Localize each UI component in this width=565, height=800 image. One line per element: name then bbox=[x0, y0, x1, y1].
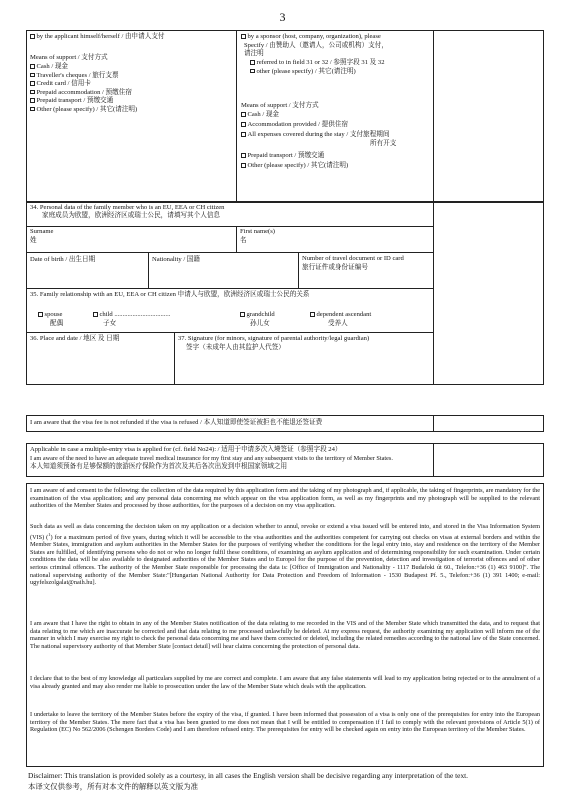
applicant-means-option[interactable]: Credit card / 信用卡 bbox=[30, 80, 91, 88]
checkbox-icon[interactable] bbox=[30, 107, 35, 112]
field-35-title: 35. Family relationship with an EU, EEA or CH citizen 申请人与欧盟，欧洲经济区或瑞士公民的关系 bbox=[30, 291, 310, 298]
consent-paragraph: I undertake to leave the territory of the Member States before the expiry of the visa, if granted. I have been informed that possession of a visa is only one of the prerequisites for entry into the European territory of the Member States. The mere fact that a visa has been granted to me does not mean that I will be entitled to compensation if I fail to comply with the relevant provisions of Article 5(1) of Regulation (EC) No 562/2006 (Schengen Borders Code) and I am therefore refused entry. The prerequisites for entry will be checked again on entry into the European territory of the Member States. bbox=[30, 711, 540, 734]
applicant-means-option[interactable]: Prepaid accommodation / 预缴住宿 bbox=[30, 89, 132, 97]
sponsor-cost-option[interactable]: by a sponsor (host, company, organization), please bbox=[241, 33, 381, 41]
multi-entry-line: I am aware of the need to have an adequate travel medical insurance for my first stay and any subsequent visits to the territory of Member States. bbox=[30, 454, 393, 462]
relationship-ascendant-zh: 受养人 bbox=[328, 320, 348, 327]
surname-label-zh: 姓 bbox=[30, 236, 37, 244]
relationship-child[interactable]: child .................................. bbox=[93, 311, 170, 319]
disclaimer bbox=[28, 771, 538, 792]
relationship-spouse-zh: 配偶 bbox=[50, 320, 64, 327]
consent-paragraph: I declare that to the best of my knowledge all particulars supplied by me are correct and complete. I am aware that any false statements will lead to my application being rejected or to the annulment of a visa already granted and may also render me liable to prosecution under the law of the Member State which deals with the application. bbox=[30, 675, 540, 690]
applicant-means-option[interactable]: Prepaid transport / 预缴交通 bbox=[30, 97, 113, 105]
sponsor-means-option[interactable]: Cash / 现金 bbox=[241, 111, 279, 119]
sponsor-cost-header: 请注明 bbox=[244, 50, 264, 57]
signature-label: 37. Signature (for minors, signature of parental authority/legal guardian) bbox=[178, 335, 370, 342]
means-of-support-label: Means of support / 支付方式 bbox=[30, 54, 108, 61]
sponsor-means-option-cont: 所有开支 bbox=[370, 139, 397, 147]
relationship-grandchild-zh: 孙儿女 bbox=[250, 320, 270, 327]
signature-label-zh: 签字（未成年人由其监护人代签） bbox=[186, 343, 285, 351]
checkbox-icon[interactable] bbox=[38, 312, 43, 317]
sponsor-means-option[interactable]: Accommodation provided / 提供住宿 bbox=[241, 121, 348, 129]
travel-doc-label-zh: 旅行证件或身份证编号 bbox=[302, 263, 368, 271]
consent-paragraph: I am aware of and consent to the following: the collection of the data required by this application form and the taking of my photograph and, if applicable, the taking of fingerprints, are mandatory for the examination of the visa application; and any personal data concerning me which appear on the visa application form, as well as my fingerprints and my photograph will be supplied to the relevant authorities of the Member States and processed by those authorities, for the purposes of a decision on my visa application. bbox=[30, 487, 540, 510]
checkbox-icon[interactable] bbox=[241, 34, 246, 39]
applicant-means-option[interactable]: Other (please specify) / 其它(请注明) bbox=[30, 106, 137, 114]
disclaimer-zh: 本译文仅供参考，所有对本文件的解释以英文版为准 bbox=[28, 781, 198, 791]
relationship-ascendant[interactable]: dependent ascendant bbox=[310, 311, 371, 319]
checkbox-icon[interactable] bbox=[241, 153, 246, 158]
surname-label: Surname bbox=[30, 228, 54, 235]
checkbox-icon[interactable] bbox=[30, 90, 35, 95]
page-number: 3 bbox=[279, 10, 286, 24]
sponsor-means-option[interactable]: Other (please specify) / 其它(请注明) bbox=[241, 162, 348, 170]
checkbox-icon[interactable] bbox=[241, 163, 246, 168]
checkbox-icon[interactable] bbox=[30, 34, 35, 39]
field-34-title-zh: 家庭成员为欧盟，欧洲经济区或瑞士公民，请填写其个人信息 bbox=[42, 212, 221, 219]
checkbox-icon[interactable] bbox=[93, 312, 98, 317]
sponsor-cost-header: Specify / 由赞助人（邀请人，公司或机构）支付， bbox=[244, 41, 388, 49]
consent-paragraph: Such data as well as data concerning the decision taken on my application or a decision whether to annul, revoke or extend a visa issued will be entered into, and stored in the Visa Information System (VIS) ($^1$) for a maximum period of five years, during which it will be accessible to the visa authorities and the authorities competent for carrying out checks on visas at external borders and within the Member States, immigration and asylum authorities in the Member States for the purposes of verifying whether the conditions for the legal entry into, stay and residence on the territory of the Member States are fulfilled, of identifying persons who do not or who no longer fulfil these conditions, of examining an asylum application and of determining responsibility for such examination. Under certain conditions the data will be also available to designated authorities of the Member States and to Europol for the purpose of the prevention, detection and investigation of terrorist offences and of other serious criminal offences. The authority of the Member State responsible for processing the data is: [Office of Immigration and Nationality - 1117 Budafoki út 60., Telefon:+36 (1) 463 9100]". The national supervising authority of the Member State:"[Hungarian National Authority for Data Protection and Freedom of Information - 1530 Budapest Pf. 5., Telefon:+36 (1) 391 1400; e-mail: ugyfelszolgalat@naih.hu]. bbox=[30, 523, 540, 587]
consent-paragraph: I am aware that I have the right to obtain in any of the Member States notification of the data relating to me recorded in the VIS and of the Member State which transmitted the data, and to request that data relating to me which are inaccurate be corrected and that data relating to me processed unlawfully be deleted. At my express request, the authority examining my application will inform me of the manner in which I may exercise my right to check the personal data concerning me and have them corrected or deleted, including the related remedies according to the national law of the State concerned. The national supervisory authority of that Member State [contact detail] will hear claims concerning the protection of personal data. bbox=[30, 620, 540, 650]
field-34-title: 34. Personal data of the family member who is an EU, EEA or CH citizen bbox=[30, 204, 225, 211]
relationship-spouse[interactable]: spouse bbox=[38, 311, 62, 319]
sponsor-means-option[interactable]: Prepaid transport / 预缴交通 bbox=[241, 152, 324, 160]
sponsor-ref-option[interactable]: referred to in field 31 or 32 / 参照字段 31 及 32 bbox=[250, 59, 385, 67]
checkbox-icon[interactable] bbox=[240, 312, 245, 317]
checkbox-icon[interactable] bbox=[241, 122, 246, 127]
checkbox-icon[interactable] bbox=[250, 60, 255, 65]
date-of-birth-label: Date of birth / 出生日期 bbox=[30, 256, 96, 263]
place-date-label: 36. Place and date / 地区 及 日期 bbox=[30, 335, 120, 342]
disclaimer-en: Disclaimer: This translation is provided solely as a courtesy, in all cases the English version shall be decisive regarding any interpretation of the text. bbox=[28, 771, 469, 780]
first-name-label: First name(s) bbox=[240, 228, 275, 235]
relationship-child-zh: 子女 bbox=[103, 320, 117, 327]
checkbox-icon[interactable] bbox=[241, 132, 246, 137]
first-name-label-zh: 名 bbox=[240, 236, 247, 244]
sponsor-means-label: Means of support / 支付方式 bbox=[241, 102, 319, 109]
nationality-label: Nationality / 国籍 bbox=[152, 256, 200, 263]
checkbox-icon[interactable] bbox=[30, 73, 35, 78]
checkbox-icon[interactable] bbox=[30, 81, 35, 86]
applicant-means-option[interactable]: Traveller's cheques / 旅行支票 bbox=[30, 72, 119, 80]
relationship-grandchild[interactable]: grandchild bbox=[240, 311, 275, 319]
checkbox-icon[interactable] bbox=[241, 112, 246, 117]
multi-entry-line: 本人知道须预备有足够保额的旅游医疗保险作为首次及其后各次出发到申根国家领域之用 bbox=[30, 463, 288, 470]
sponsor-means-option[interactable]: All expenses covered during the stay / 支付旅程期间 bbox=[241, 131, 389, 139]
applicant-means-option[interactable]: Cash / 现金 bbox=[30, 63, 68, 71]
travel-doc-label: Number of travel document or ID card bbox=[302, 255, 404, 262]
applicant-cost-option[interactable]: by the applicant himself/herself / 由申请人支付 bbox=[30, 33, 165, 41]
checkbox-icon[interactable] bbox=[250, 69, 255, 74]
checkbox-icon[interactable] bbox=[310, 312, 315, 317]
multi-entry-line: Applicable in case a multiple-entry visa is applied for (cf. field No24): / 适用于申请多次入境签证（参照字段 24） bbox=[30, 446, 342, 453]
sponsor-ref-option[interactable]: other (please specify) / 其它(请注明) bbox=[250, 68, 356, 76]
checkbox-icon[interactable] bbox=[30, 64, 35, 69]
checkbox-icon[interactable] bbox=[30, 98, 35, 103]
fee-statement: I am aware that the visa fee is not refunded if the visa is refused / 本人知道即使签证被拒也不能退还签证费 bbox=[30, 419, 323, 426]
